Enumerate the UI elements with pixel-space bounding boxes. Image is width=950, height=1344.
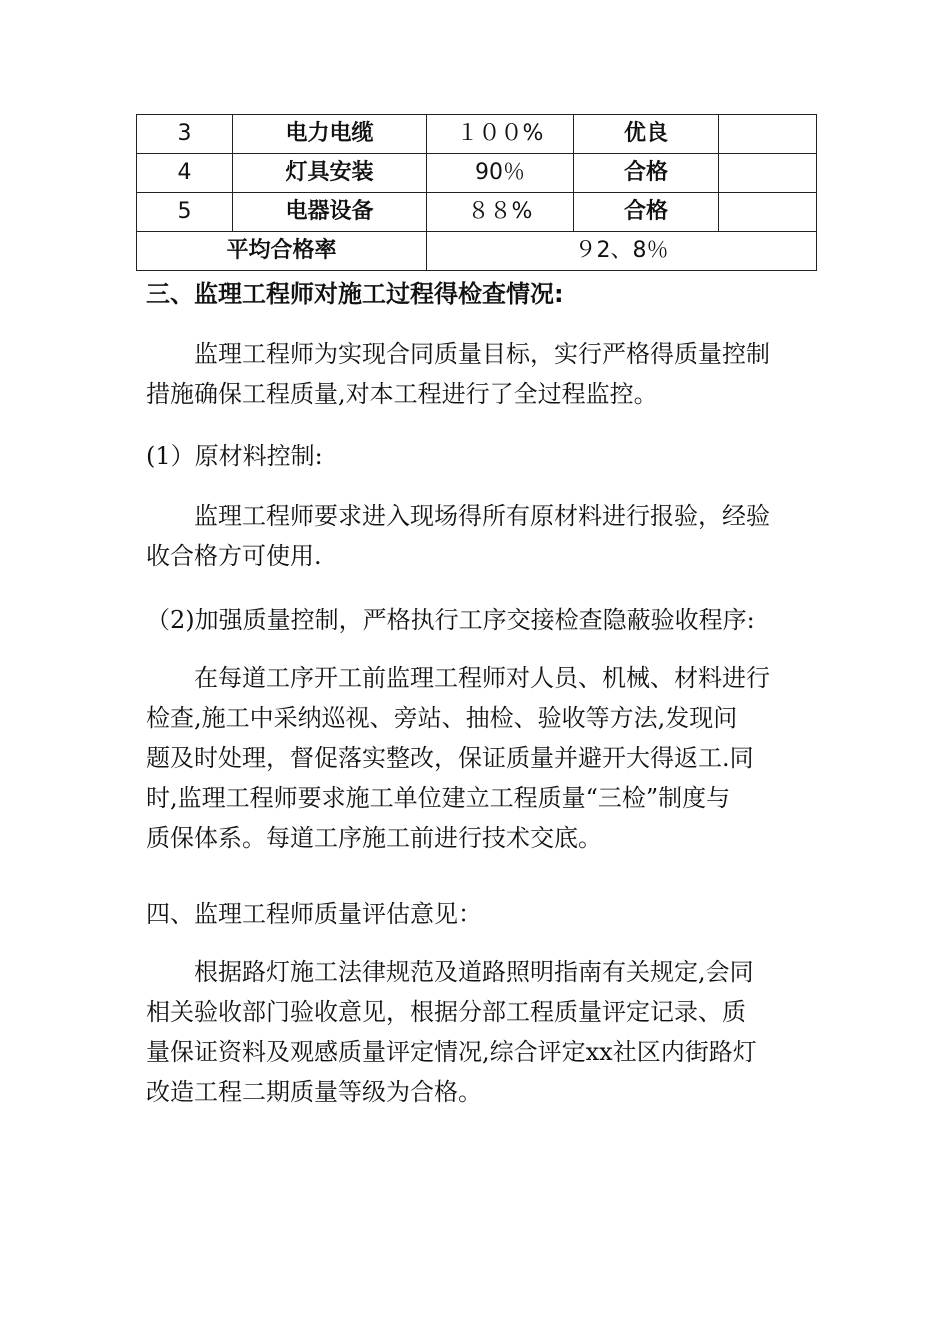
- pass-rate: 90％: [427, 154, 574, 193]
- average-rate-label: 平均合格率: [137, 232, 427, 271]
- remark-cell: [719, 154, 817, 193]
- quality-grade: 合格: [574, 154, 719, 193]
- item1-title: (1）原材料控制:: [146, 442, 323, 470]
- section3-intro: [146, 334, 816, 414]
- text-line: 根据路灯施工法律规范及道路照明指南有关规定,会同: [194, 958, 754, 986]
- text-line: 收合格方可使用.: [146, 542, 322, 570]
- text-line: 题及时处理，督促落实整改，保证质量并避开大得返工.同: [146, 744, 754, 772]
- remark-cell: [719, 193, 817, 232]
- table-row: [137, 115, 817, 154]
- item2-body: [146, 658, 816, 858]
- row-number: 4: [137, 154, 233, 193]
- item1-body: [146, 496, 816, 576]
- text-line: 检查,施工中采纳巡视、旁站、抽检、验收等方法,发现问: [146, 704, 738, 732]
- quality-grade: 优良: [574, 115, 719, 154]
- average-rate-value: ９2、8％: [427, 232, 817, 271]
- section3-heading: 三、监理工程师对施工过程得检查情况:: [146, 280, 564, 308]
- pass-rate: ８８%: [427, 193, 574, 232]
- row-number: 5: [137, 193, 233, 232]
- quality-grade: 合格: [574, 193, 719, 232]
- table-row: [137, 193, 817, 232]
- text-line: 时,监理工程师要求施工单位建立工程质量“三检”制度与: [146, 784, 731, 812]
- row-number: 3: [137, 115, 233, 154]
- summary-row: [137, 232, 817, 271]
- item2-title: （2)加强质量控制，严格执行工序交接检查隐蔽验收程序:: [146, 606, 755, 634]
- section4-heading: 四、监理工程师质量评估意见：: [146, 900, 482, 928]
- remark-cell: [719, 115, 817, 154]
- text-line: 相关验收部门验收意见，根据分部工程质量评定记录、质: [146, 998, 746, 1026]
- text-line: 质保体系。每道工序施工前进行技术交底。: [146, 824, 602, 852]
- section4-body: [146, 952, 816, 1112]
- text-line: 监理工程师要求进入现场得所有原材料进行报验，经验: [194, 502, 770, 530]
- pass-rate: １００%: [427, 115, 574, 154]
- text-line: 措施确保工程质量,对本工程进行了全过程监控。: [146, 380, 658, 408]
- item-name: 电力电缆: [233, 115, 427, 154]
- text-line: 监理工程师为实现合同质量目标，实行严格得质量控制: [194, 340, 770, 368]
- text-line: 在每道工序开工前监理工程师对人员、机械、材料进行: [194, 664, 770, 692]
- quality-grade-table: [136, 114, 817, 271]
- table-row: [137, 154, 817, 193]
- text-line: 量保证资料及观感质量评定情况,综合评定xx社区内街路灯: [146, 1038, 757, 1066]
- text-line: 改造工程二期质量等级为合格。: [146, 1078, 482, 1106]
- item-name: 灯具安装: [233, 154, 427, 193]
- item-name: 电器设备: [233, 193, 427, 232]
